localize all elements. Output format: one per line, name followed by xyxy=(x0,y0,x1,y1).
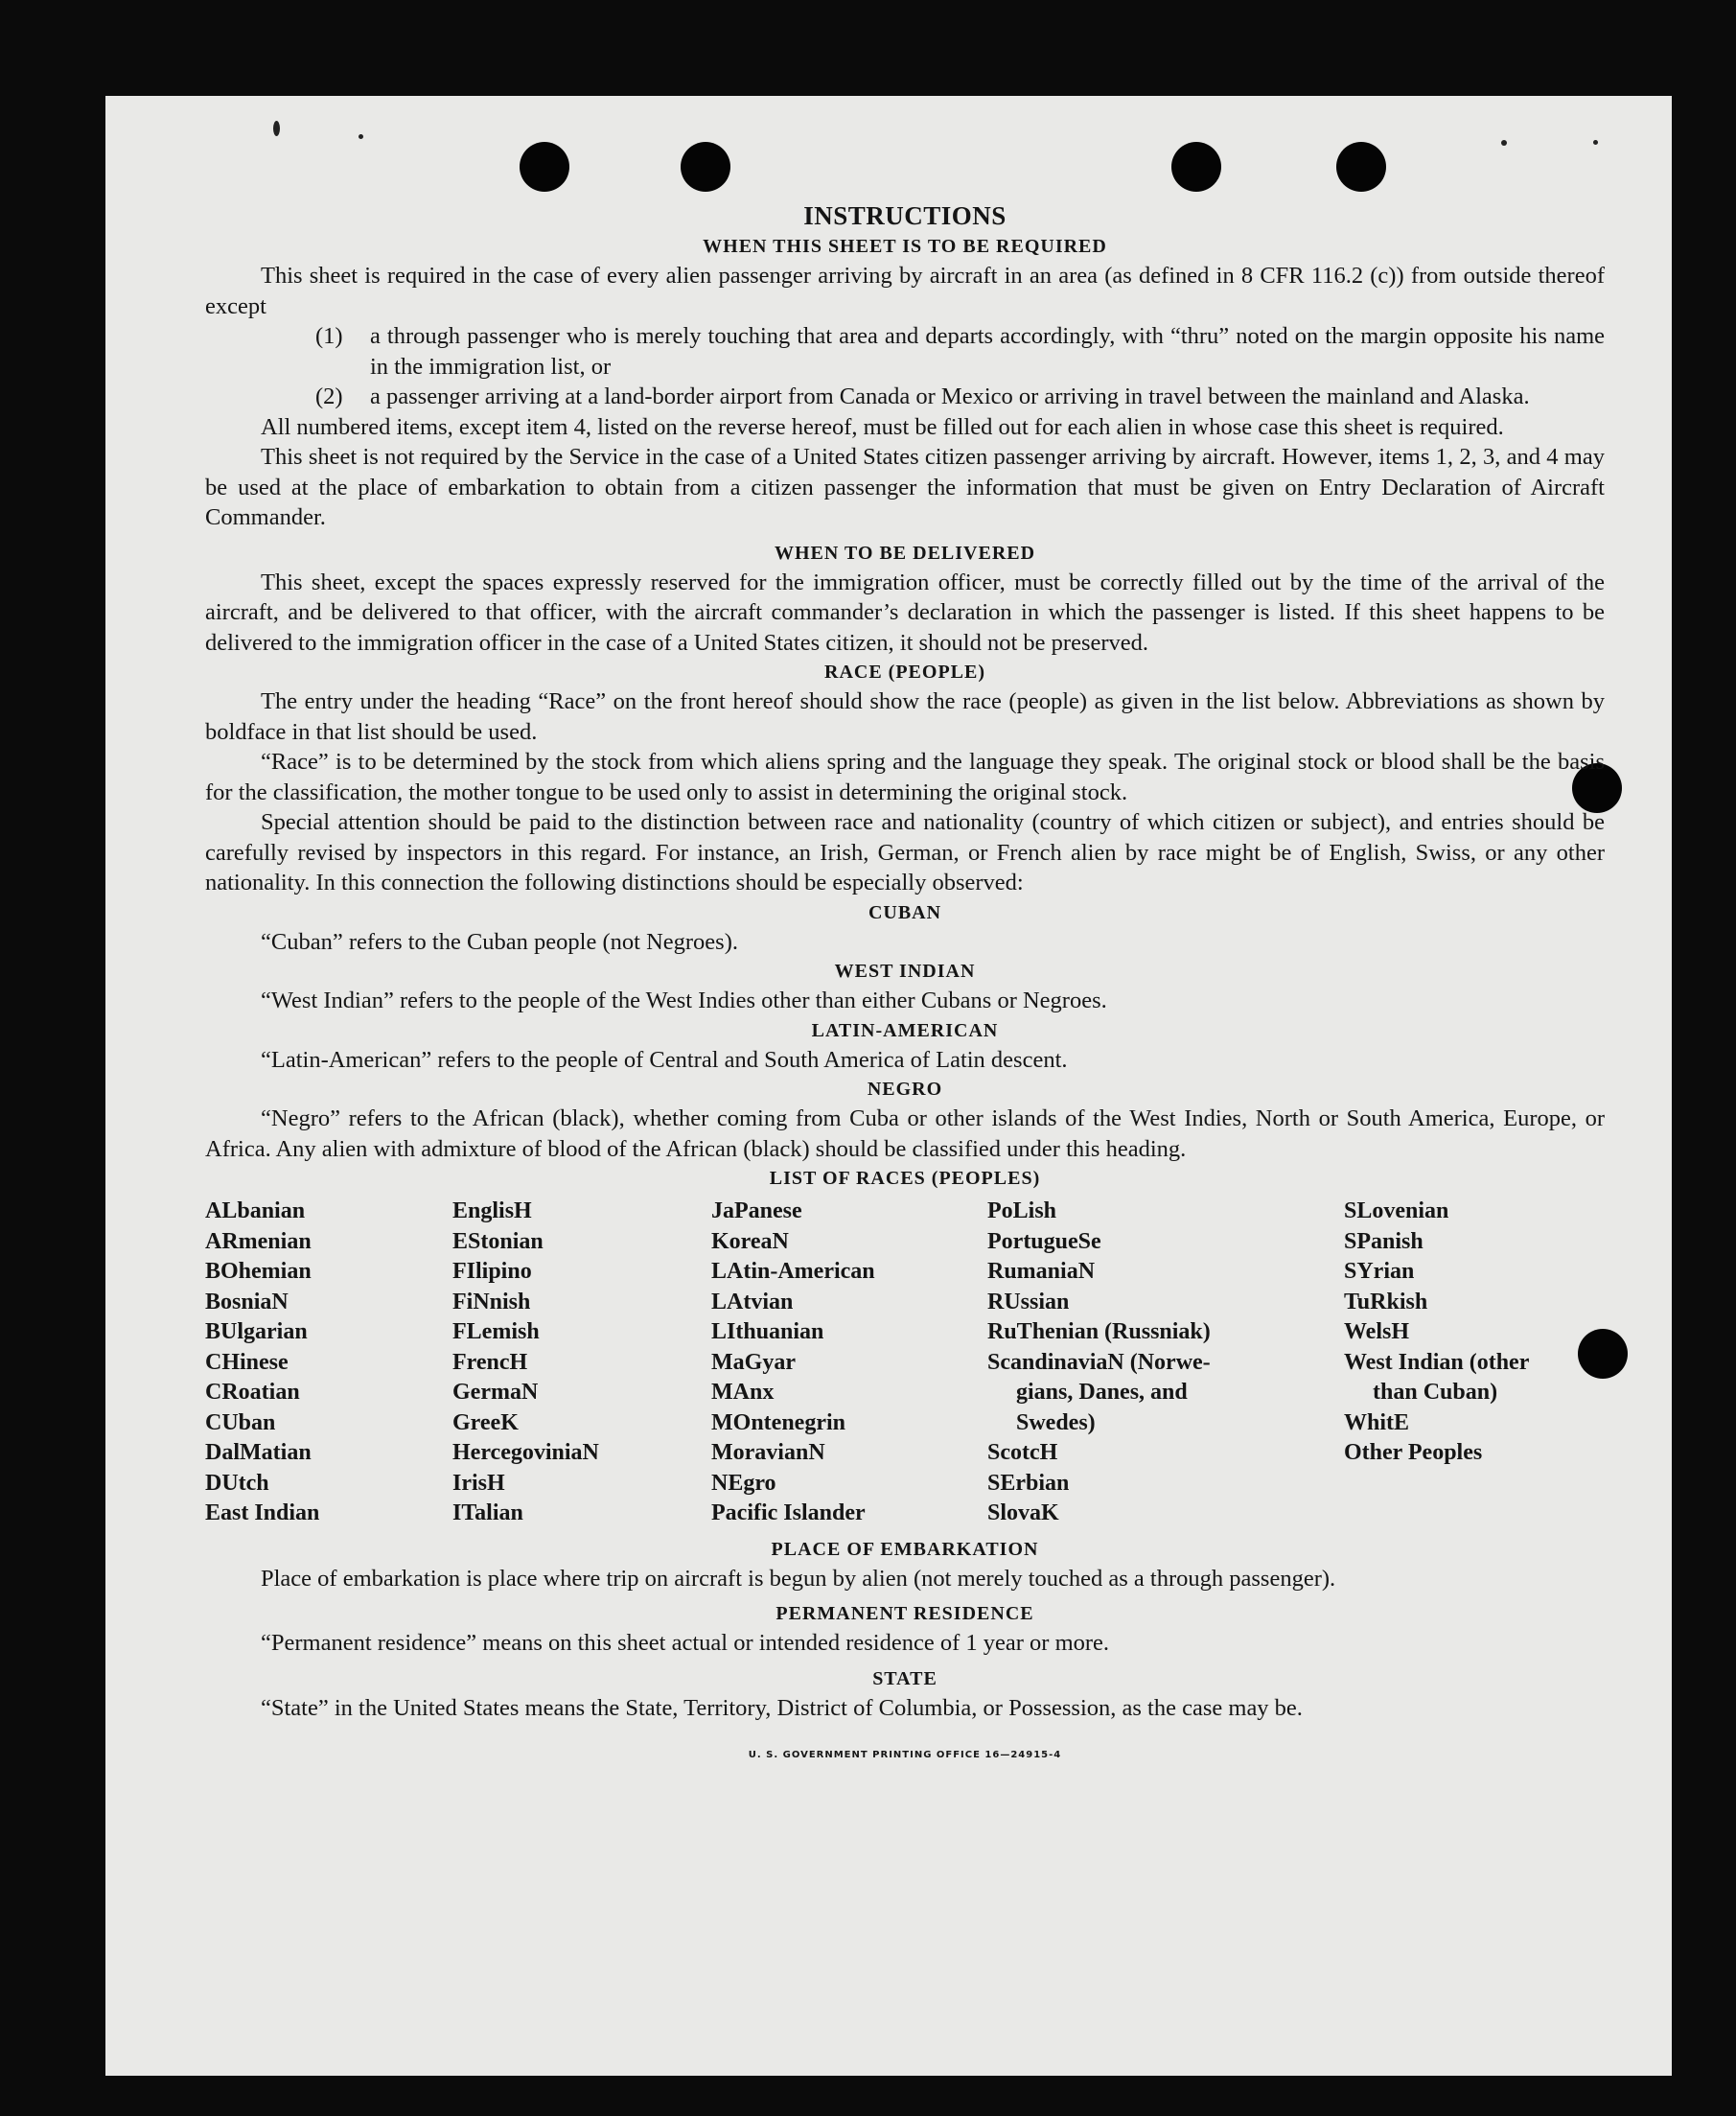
race-entry: FLemish xyxy=(452,1319,540,1344)
race-entry: BUlgarian xyxy=(205,1319,308,1344)
page-title: INSTRUCTIONS xyxy=(803,201,1007,230)
race-entry: MOntenegrin xyxy=(711,1409,845,1435)
race-entry: SLovenian xyxy=(1344,1198,1449,1223)
race-entry: JaPanese xyxy=(711,1198,802,1223)
race-entry: FIlipino xyxy=(452,1259,532,1284)
item-text: a passenger arriving at a land-border airport from Canada or Mexico or arriving in travel between the mainland and Alaska. xyxy=(370,384,1530,409)
speck xyxy=(359,134,363,139)
heading-state: STATE xyxy=(872,1667,937,1689)
instructions-body xyxy=(205,199,1605,1771)
races-column-2 xyxy=(452,1197,711,1529)
race-entry: BosniaN xyxy=(205,1289,289,1314)
race-entry: ARmenian xyxy=(205,1228,312,1254)
race-entry: MaGyar xyxy=(711,1349,796,1375)
list-item xyxy=(205,321,1605,382)
race-entry: MoravianN xyxy=(711,1440,825,1465)
race-entry: FrencH xyxy=(452,1349,528,1375)
heading-latin-american: LATIN-AMERICAN xyxy=(811,1019,999,1041)
race-entry: RUssian xyxy=(987,1289,1070,1314)
race-entry: GermaN xyxy=(452,1380,539,1405)
race-entry: EnglisH xyxy=(452,1198,532,1223)
race-entry: SYrian xyxy=(1344,1259,1415,1284)
paragraph-race-2: “Race” is to be determined by the stock from which aliens spring and the language they speak. The original stock or blood shall be the basis for the classification, the mother tongue to be used only to assist in determining the original stock. xyxy=(205,749,1605,805)
race-entry: CUban xyxy=(205,1409,276,1435)
race-entry: WhitE xyxy=(1344,1409,1410,1435)
paragraph-embarkation: Place of embarkation is place where trip on aircraft is begun by alien (not merely touched as a through passenger). xyxy=(261,1565,1336,1592)
heading-embarkation: PLACE OF EMBARKATION xyxy=(771,1538,1039,1560)
race-entry: EStonian xyxy=(452,1228,544,1254)
race-entry: SlovaK xyxy=(987,1500,1059,1525)
punch-hole xyxy=(1171,142,1221,192)
race-entry-continued: than Cuban) xyxy=(1373,1380,1498,1405)
race-entry: CHinese xyxy=(205,1349,289,1375)
races-column-3 xyxy=(711,1197,987,1529)
race-entry: ITalian xyxy=(452,1500,523,1525)
race-entry: PortugueSe xyxy=(987,1228,1101,1254)
paragraph-delivered: This sheet, except the spaces expressly reserved for the immigration officer, must be correctly filled out by the time of the arrival of the aircraft, and be delivered to that officer, with the aircraft commander’s declaration in which the passenger is listed. If this sheet happens to be delivered to the immigration officer in the case of a United States citizen, it should not be preserved. xyxy=(205,569,1605,656)
race-entry: WelsH xyxy=(1344,1319,1410,1344)
race-entry: SErbian xyxy=(987,1470,1070,1496)
race-entry: HercegoviniaN xyxy=(452,1440,599,1465)
heading-list-of-races: LIST OF RACES (PEOPLES) xyxy=(769,1168,1041,1189)
race-entry: TuRkish xyxy=(1344,1289,1428,1314)
heading-west-indian: WEST INDIAN xyxy=(834,961,976,982)
race-entry: West Indian (other xyxy=(1344,1349,1530,1375)
race-entry: IrisH xyxy=(452,1470,505,1496)
paragraph-race-3: Special attention should be paid to the distinction between race and nationality (country of which citizen or subject), and entries should be carefully revised by inspectors in this regard. For instance, an Irish, German, or French alien by race might be of English, Swiss, or any other nationality. In this connection the following distinctions should be especially observed: xyxy=(205,809,1605,895)
race-entry: BOhemian xyxy=(205,1259,312,1284)
heading-residence: PERMANENT RESIDENCE xyxy=(775,1603,1034,1624)
paragraph-latin-american: “Latin-American” refers to the people of Central and South America of Latin descent. xyxy=(261,1046,1068,1073)
printer-imprint: U. S. GOVERNMENT PRINTING OFFICE 16—24915-4 xyxy=(748,1750,1062,1760)
race-entry: CRoatian xyxy=(205,1380,300,1405)
race-entry: Pacific Islander xyxy=(711,1500,866,1525)
paragraph-state: “State” in the United States means the State, Territory, District of Columbia, or Possession, as the case may be. xyxy=(261,1694,1303,1721)
paragraph-cuban: “Cuban” refers to the Cuban people (not Negroes). xyxy=(261,928,738,955)
races-table xyxy=(205,1197,1605,1529)
punch-hole xyxy=(1336,142,1386,192)
paragraph-intro: This sheet is required in the case of every alien passenger arriving by aircraft in an area (as defined in 8 CFR 116.2 (c)) from outside thereof except xyxy=(205,263,1605,319)
race-entry: DUtch xyxy=(205,1470,269,1496)
heading-when-required: WHEN THIS SHEET IS TO BE REQUIRED xyxy=(703,236,1107,257)
race-entry: ScandinaviaN (Norwe- xyxy=(987,1349,1211,1375)
speck xyxy=(1501,140,1507,146)
paragraph-numbered-items: All numbered items, except item 4, listed on the reverse hereof, must be filled out for each alien in whose case this sheet is required. xyxy=(261,413,1504,440)
race-entry: KoreaN xyxy=(711,1228,789,1254)
list-item xyxy=(205,382,1605,412)
race-entry: East Indian xyxy=(205,1500,320,1525)
race-entry: DalMatian xyxy=(205,1440,312,1465)
race-entry: GreeK xyxy=(452,1409,519,1435)
race-entry: RuThenian (Russniak) xyxy=(987,1319,1211,1344)
races-column-5 xyxy=(1344,1197,1605,1529)
race-entry: LAtin-American xyxy=(711,1259,875,1284)
race-entry: MAnx xyxy=(711,1380,775,1405)
race-entry: NEgro xyxy=(711,1470,776,1496)
heading-when-delivered: WHEN TO BE DELIVERED xyxy=(774,542,1036,564)
punch-hole xyxy=(520,142,569,192)
races-column-4 xyxy=(987,1197,1344,1529)
races-column-1 xyxy=(205,1197,452,1529)
race-entry: ScotcH xyxy=(987,1440,1058,1465)
race-entry: LIthuanian xyxy=(711,1319,824,1344)
race-entry: LAtvian xyxy=(711,1289,794,1314)
race-entry: PoLish xyxy=(987,1198,1057,1223)
heading-negro: NEGRO xyxy=(867,1079,943,1100)
race-entry: SPanish xyxy=(1344,1228,1424,1254)
heading-race: RACE (PEOPLE) xyxy=(824,662,985,683)
paragraph-west-indian: “West Indian” refers to the people of the West Indies other than either Cubans or Negroes. xyxy=(261,988,1107,1013)
race-entry: RumaniaN xyxy=(987,1259,1096,1284)
race-entry-continued: gians, Danes, and xyxy=(1016,1380,1188,1405)
item-number: (1) xyxy=(315,323,343,349)
punch-hole xyxy=(681,142,730,192)
race-entry: ALbanian xyxy=(205,1198,306,1223)
speck xyxy=(1593,140,1598,145)
item-number: (2) xyxy=(315,384,343,409)
document-page xyxy=(105,96,1672,2076)
paragraph-residence: “Permanent residence” means on this sheet actual or intended residence of 1 year or more. xyxy=(261,1630,1110,1656)
race-entry: Other Peoples xyxy=(1344,1440,1483,1465)
speck xyxy=(273,121,280,136)
race-entry-continued: Swedes) xyxy=(1016,1409,1096,1435)
heading-cuban: CUBAN xyxy=(868,901,942,923)
paragraph-citizen: This sheet is not required by the Service in the case of a United States citizen passenger arriving by aircraft. However, items 1, 2, 3, and 4 may be used at the place of embarkation to obtain from a citizen passenger the information that must be given on Entry Declaration of Aircraft Commander. xyxy=(205,444,1605,530)
paragraph-negro: “Negro” refers to the African (black), whether coming from Cuba or other islands of the West Indies, North or South America, Europe, or Africa. Any alien with admixture of blood of the African (black) should be classified under this heading. xyxy=(205,1105,1605,1162)
paragraph-race-1: The entry under the heading “Race” on the front hereof should show the race (people) as given in the list below. Abbreviations as shown by boldface in that list should be used. xyxy=(205,688,1605,745)
race-entry: FiNnish xyxy=(452,1289,531,1314)
item-text: a through passenger who is merely touching that area and departs accordingly, with “thru” noted on the margin opposite his name in the immigration list, or xyxy=(370,323,1605,380)
